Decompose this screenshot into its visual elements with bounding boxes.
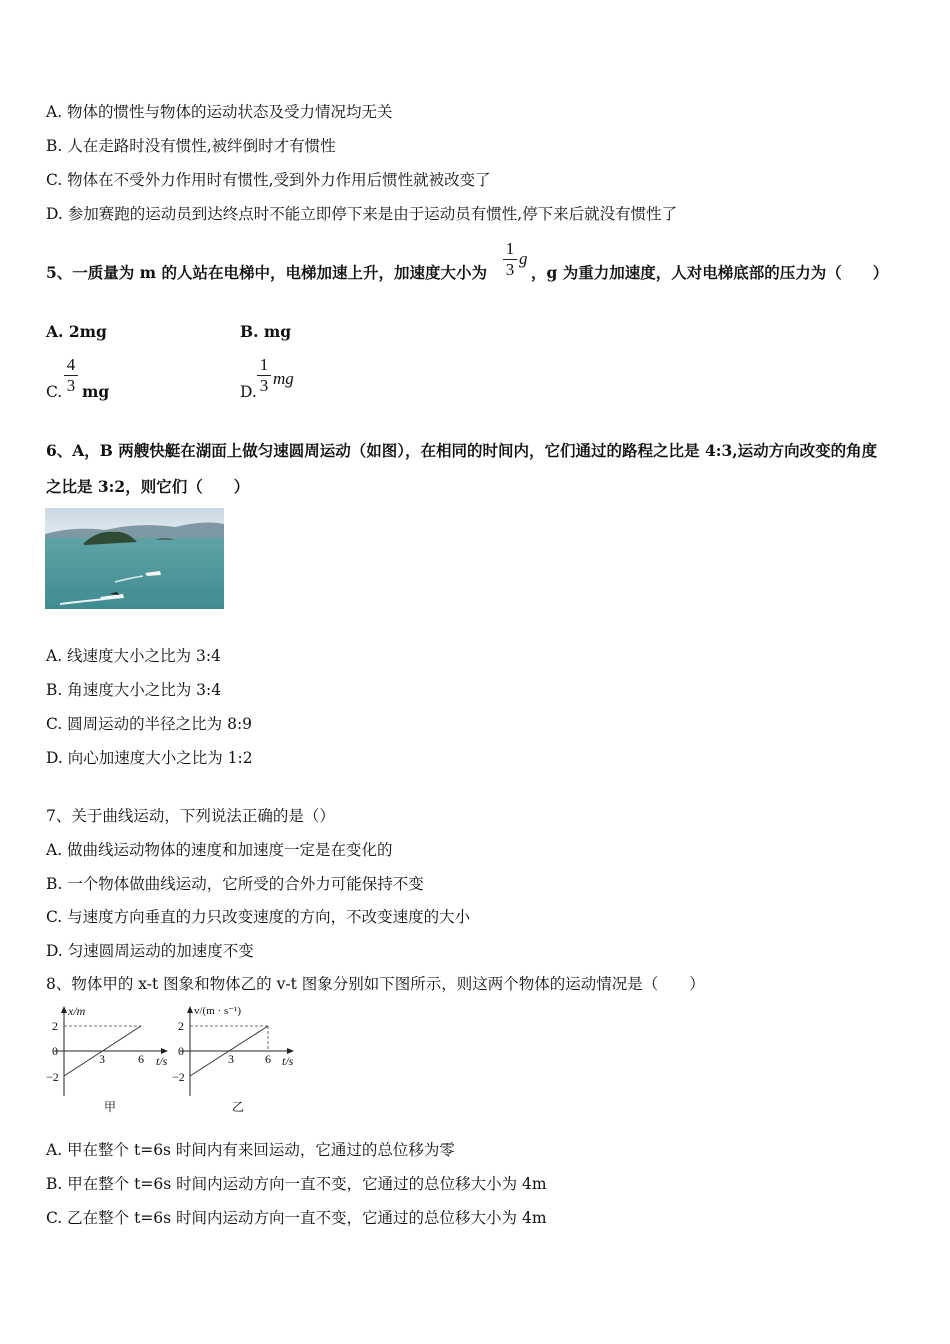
- graph-jia-xlabel: t/s: [156, 1054, 168, 1068]
- q5-stem-after: ，g 为重力加速度，人对电梯底部的压力为（ ）: [531, 263, 889, 282]
- q5-option-d-suffix: mg: [273, 369, 294, 388]
- q5-frac-num: 1: [505, 239, 515, 258]
- q6-stem-line1: 6、A，B 两艘快艇在湖面上做匀速圆周运动（如图），在相同的时间内，它们通过的路程之比是 4:3,运动方向改变的角度: [46, 441, 878, 460]
- q7-option-d: D. 匀速圆周运动的加速度不变: [46, 942, 254, 960]
- graph-yi-x-mid: 3: [228, 1052, 234, 1066]
- graph-yi-xlabel: t/s: [282, 1054, 294, 1068]
- q8-option-c: C. 乙在整个 t=6s 时间内运动方向一直不变，它通过的总位移大小为 4m: [46, 1209, 547, 1227]
- q5-option-c-fraction: [64, 356, 78, 395]
- speedboats-lake-photo: [45, 508, 224, 609]
- q6-option-b: B. 角速度大小之比为 3:4: [46, 681, 222, 699]
- q5-option-c-den: 3: [66, 376, 76, 395]
- q5-option-d-prefix: D.: [240, 383, 257, 401]
- graph-yi-x-end: 6: [265, 1052, 271, 1066]
- q8-option-a: A. 甲在整个 t=6s 时间内有来回运动，它通过的总位移为零: [46, 1141, 455, 1159]
- q6-option-d: D. 向心加速度大小之比为 1:2: [46, 749, 253, 767]
- q5-option-a: A. 2mg: [46, 322, 107, 341]
- graph-yi-caption: 乙: [232, 1100, 245, 1114]
- q5-option-b: B. mg: [240, 322, 292, 341]
- q5-option-c-prefix: C.: [46, 383, 63, 401]
- q4-option-c: C. 物体在不受外力作用时有惯性,受到外力作用后惯性就被改变了: [46, 171, 491, 189]
- q6-option-a: A. 线速度大小之比为 3:4: [46, 647, 221, 665]
- q5-option-d-den: 3: [259, 376, 269, 395]
- q5-frac-var: g: [519, 249, 528, 268]
- graph-yi-y-top: 2: [178, 1019, 184, 1033]
- q4-option-a: A. 物体的惯性与物体的运动状态及受力情况均无关: [46, 103, 393, 121]
- graph-jia-x-mid: 3: [99, 1052, 105, 1066]
- graph-jia-y-zero: 0: [52, 1044, 58, 1058]
- graph-jia-ylabel: x/m: [68, 1004, 86, 1018]
- q8-option-b: B. 甲在整个 t=6s 时间内运动方向一直不变，它通过的总位移大小为 4m: [46, 1175, 547, 1193]
- q4-option-b: B. 人在走路时没有惯性,被绊倒时才有惯性: [46, 137, 336, 155]
- q8-stem: 8、物体甲的 x-t 图象和物体乙的 v-t 图象分别如下图所示，则这两个物体的运动情况是（ ）: [46, 975, 705, 993]
- graph-yi-y-bottom: −2: [172, 1070, 185, 1084]
- q5-frac-den: 3: [505, 260, 515, 279]
- graph-jia-caption: 甲: [104, 1100, 117, 1114]
- graph-jia-y-bottom: −2: [46, 1070, 59, 1084]
- graph-yi-vt: [170, 1004, 320, 1116]
- graph-jia-x-end: 6: [138, 1052, 144, 1066]
- graph-yi-y-zero: 0: [178, 1044, 184, 1058]
- q4-option-d: D. 参加赛跑的运动员到达终点时不能立即停下来是由于运动员有惯性,停下来后就没有惯性了: [46, 205, 678, 223]
- q7-option-c: C. 与速度方向垂直的力只改变速度的方向，不改变速度的大小: [46, 908, 471, 926]
- q5-option-c-num: 4: [66, 355, 76, 374]
- q7-option-a: A. 做曲线运动物体的速度和加速度一定是在变化的: [46, 841, 393, 859]
- graph-yi-ylabel: v/(m · s⁻¹): [194, 1005, 241, 1017]
- q6-option-c: C. 圆周运动的半径之比为 8:9: [46, 715, 253, 733]
- q5-option-d-fraction: [257, 356, 271, 395]
- q7-stem: 7、关于曲线运动，下列说法正确的是（）: [46, 807, 335, 825]
- q5-option-c-suffix: mg: [82, 382, 110, 401]
- q5-option-d-num: 1: [259, 355, 269, 374]
- q6-stem-line2: 之比是 3:2，则它们（ ）: [46, 477, 250, 496]
- q7-option-b: B. 一个物体做曲线运动，它所受的合外力可能保持不变: [46, 875, 424, 893]
- q5-stem-before: 5、一质量为 m 的人站在电梯中，电梯加速上升，加速度大小为: [46, 263, 487, 282]
- graph-jia-y-top: 2: [52, 1019, 58, 1033]
- q5-fraction: [503, 240, 517, 279]
